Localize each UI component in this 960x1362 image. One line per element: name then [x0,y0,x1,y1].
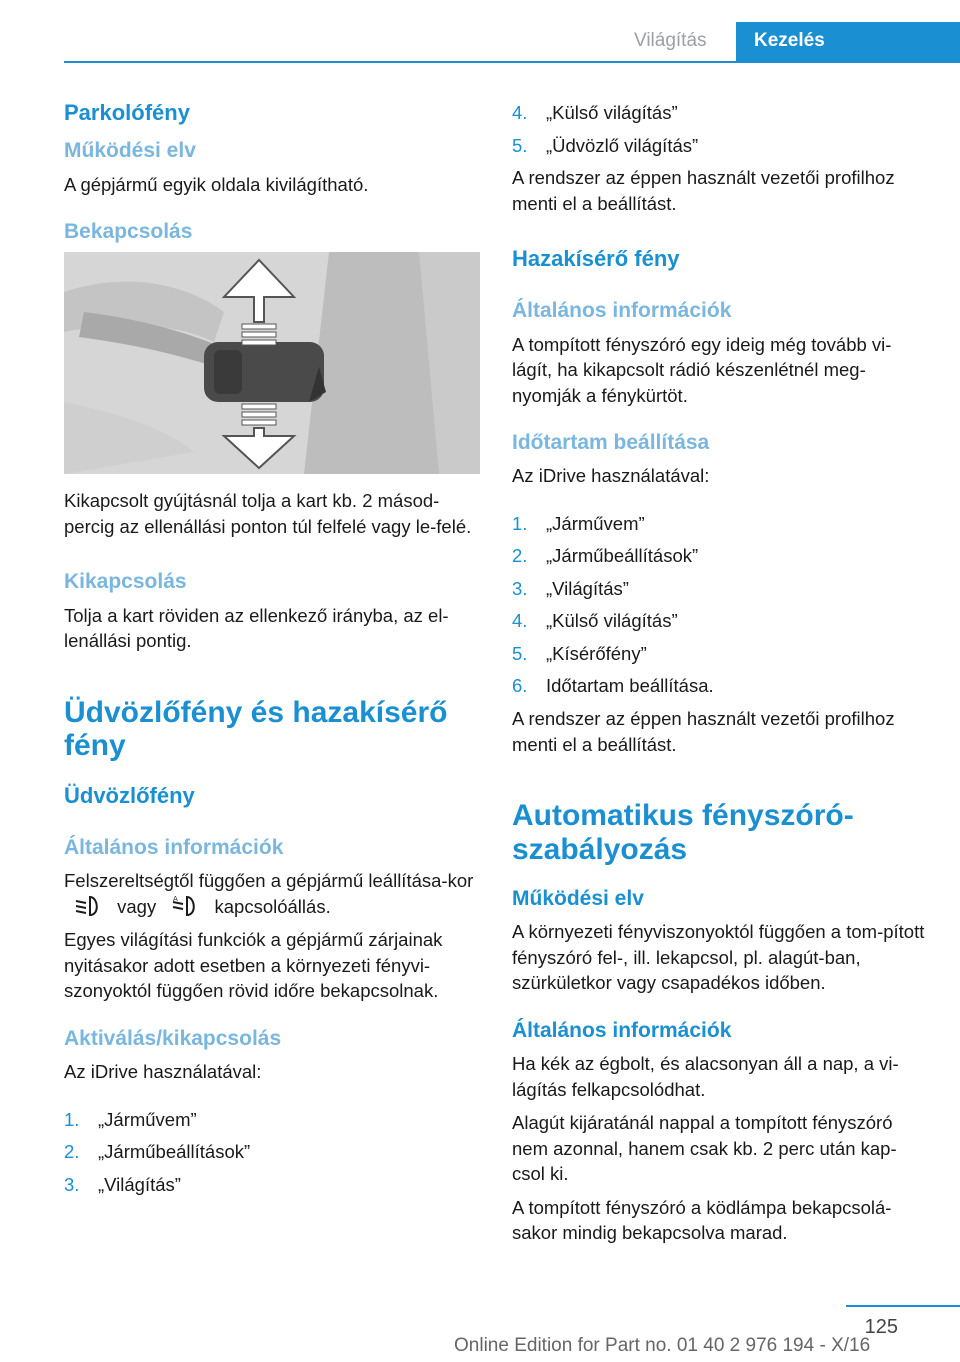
text-general-info-1: Felszereltségtől függően a gépjármű leállítása-kor vagy A kapcsolóállás. [64,870,474,917]
text-idrive-right: Az iDrive használatával: [512,465,710,487]
heading-home-light: Hazakísérő fény [512,246,680,272]
steps-list-right-b [512,511,928,699]
list-item: 4. „Külső világítás” [512,610,678,632]
list-item: 3. „Világítás” [64,1173,181,1195]
text-home-light: A tompított fényszóró egy ideig még tovább vi-lágít, ha kikapcsolt rádió készenlétnél meg-nyomják a fénykürtöt. [512,333,892,406]
text-switch-off: Tolja a kart röviden az ellenkező irányba, az el-lenállási pontig. [64,604,449,652]
auto-headlight-icon [169,895,201,917]
heading-general-info-right: Általános információk [512,299,732,323]
text-general-3: A tompított fényszóró a ködlámpa bekapcsolá-sakor mindig bekapcsolva marad. [512,1196,892,1244]
heading-switch-off: Kikapcsolás [64,570,187,594]
heading-duration: Időtartam beállítása [512,431,710,455]
header-section-label: Világítás [634,30,707,51]
header-chapter-tab: Kezelés [736,22,960,61]
text-principle: A gépjármű egyik oldala kivilágítható. [64,173,369,195]
text-profile-1: A rendszer az éppen használt vezetői profilhoz menti el a beállítást. [512,167,895,214]
list-item: 6. Időtartam beállítása. [512,675,714,697]
list-item: 4. „Külső világítás” [512,102,678,123]
heading-parking-light: Parkolófény [64,100,190,125]
heading-welcome-light: Üdvözlőfény [64,782,195,808]
right-column [512,100,928,1254]
list-item: 1. „Járművem” [64,1108,197,1130]
heading-general-info-right-2: Általános információk [512,1018,732,1042]
heading-general-info: Általános információk [64,836,284,860]
heading-welcome-light-big: Üdvözlőfény és hazakísérő fény [64,695,448,763]
text-general-1: Ha kék az égbolt, és alacsonyan áll a nap, a vi-lágítás felkapcsolódhat. [512,1053,899,1100]
steps-list-left [64,1107,480,1198]
lever-illustration [64,252,480,474]
text-general-2: Alagút kijáratánál nappal a tompított fényszóró nem azonnal, hanem csak kb. 2 perc után kap-csol ki. [512,1112,897,1185]
list-item: 1. „Járművem” [512,512,645,534]
list-item: 2. „Járműbeállítások” [512,545,699,567]
list-item: 3. „Világítás” [512,577,629,599]
heading-auto-headlight-big: Automatikus fényszóró-szabályozás [512,799,854,866]
steps-list-right-a [512,100,928,158]
text-switch-on: Kikapcsolt gyújtásnál tolja a kart kb. 2 másod-percig az ellenállási ponton túl felfelé vagy le-felé. [64,490,472,537]
footer-rule [846,1305,960,1307]
heading-principle: Működési elv [64,139,196,163]
header-rule [64,61,960,63]
page-number: 125 [864,1316,898,1338]
list-item: 5. „Üdvözlő világítás” [512,134,699,156]
edition-note: Online Edition for Part no. 01 40 2 976 194 - X/16 [454,1335,871,1356]
heading-principle-right: Működési elv [512,887,644,911]
svg-text:A: A [173,894,179,903]
text-idrive: Az iDrive használatával: [64,1061,262,1083]
heading-activate: Aktiválás/kikapcsolás [64,1026,282,1050]
text-profile-2: A rendszer az éppen használt vezetői profilhoz menti el a beállítást. [512,707,895,755]
text-principle-right: A környezeti fényviszonyoktól függően a tom-pított fényszóró fel-, ill. lekapcsol, pl. alagút-ban, szürkületkor vagy csapadékos időben. [512,921,925,994]
text-general-info-2: Egyes világítási funkciók a gépjármű zárjainak nyitásakor adott esetben a környezeti fényvi-szonyoktól függően rövid időre bekapcsolnak. [64,929,443,1002]
low-beam-icon [72,895,104,917]
heading-switch-on: Bekapcsolás [64,220,193,244]
lever-diagram-icon [64,252,480,474]
list-item: 2. „Járműbeállítások” [64,1141,251,1163]
list-item: 5. „Kísérőfény” [512,642,647,664]
left-column [64,100,480,1204]
